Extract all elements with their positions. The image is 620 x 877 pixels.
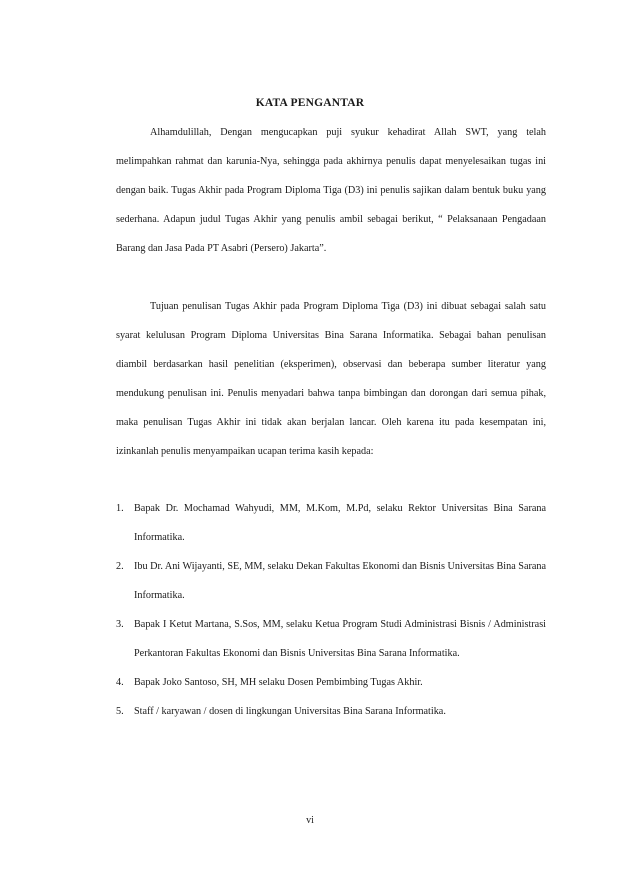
list-item-text: Bapak I Ketut Martana, S.Sos, MM, selaku Ketua Program Studi Administrasi Bisnis / Administrasi Perkantoran Fakultas Ekonomi dan Bisnis Universitas Bina Sarana Informatika. — [134, 619, 546, 659]
list-item-number: 2. — [116, 561, 124, 572]
list-item-text: Ibu Dr. Ani Wijayanti, SE, MM, selaku Dekan Fakultas Ekonomi dan Bisnis Universitas Bina Sarana Informatika. — [134, 561, 546, 601]
list-item — [116, 697, 546, 726]
list-item-number: 3. — [116, 619, 124, 630]
list-item — [116, 610, 546, 668]
list-item-text: Bapak Joko Santoso, SH, MH selaku Dosen Pembimbing Tugas Akhir. — [134, 677, 423, 688]
paragraph-purpose-text: Tujuan penulisan Tugas Akhir pada Program Diploma Tiga (D3) ini dibuat sebagai salah satu syarat kelulusan Program Diploma Universitas Bina Sarana Informatika. Sebagai bahan penulisan diambil berdasarkan hasil penelitian (eksperimen), observasi dan beberapa sumber literatur yang mendukung penulisan ini. Penulis menyadari bahwa tanpa bimbingan dan dorongan dari semua pihak, maka penulisan Tugas Akhir ini tidak akan berjalan lancar. Oleh karena itu pada kesempatan ini, izinkanlah penulis menyampaikan ucapan terima kasih kepada: — [116, 301, 546, 457]
paragraph-intro — [116, 118, 546, 263]
list-item-number: 1. — [116, 503, 124, 514]
paragraph-purpose — [116, 292, 546, 466]
paragraph-intro-text: Alhamdulillah, Dengan mengucapkan puji syukur kehadirat Allah SWT, yang telah melimpahkan rahmat dan karunia-Nya, sehingga pada akhirnya penulis dapat menyelesaikan tugas ini dengan baik. Tugas Akhir pada Program Diploma Tiga (D3) ini penulis sajikan dalam bentuk buku yang sederhana. Adapun judul Tugas Akhir yang penulis ambil sebagai berikut, “ Pelaksanaan Pengadaan Barang dan Jasa Pada PT Asabri (Persero) Jakarta”. — [116, 127, 546, 254]
list-item-number: 4. — [116, 677, 124, 688]
list-item-text: Bapak Dr. Mochamad Wahyudi, MM, M.Kom, M.Pd, selaku Rektor Universitas Bina Sarana Informatika. — [134, 503, 546, 543]
list-item-text: Staff / karyawan / dosen di lingkungan Universitas Bina Sarana Informatika. — [134, 706, 446, 717]
list-item-number: 5. — [116, 706, 124, 717]
page-title: KATA PENGANTAR — [255, 97, 365, 109]
list-item — [116, 552, 546, 610]
list-item — [116, 668, 546, 697]
list-item — [116, 494, 546, 552]
page-number: vi — [306, 815, 314, 826]
acknowledgement-list — [116, 494, 546, 726]
